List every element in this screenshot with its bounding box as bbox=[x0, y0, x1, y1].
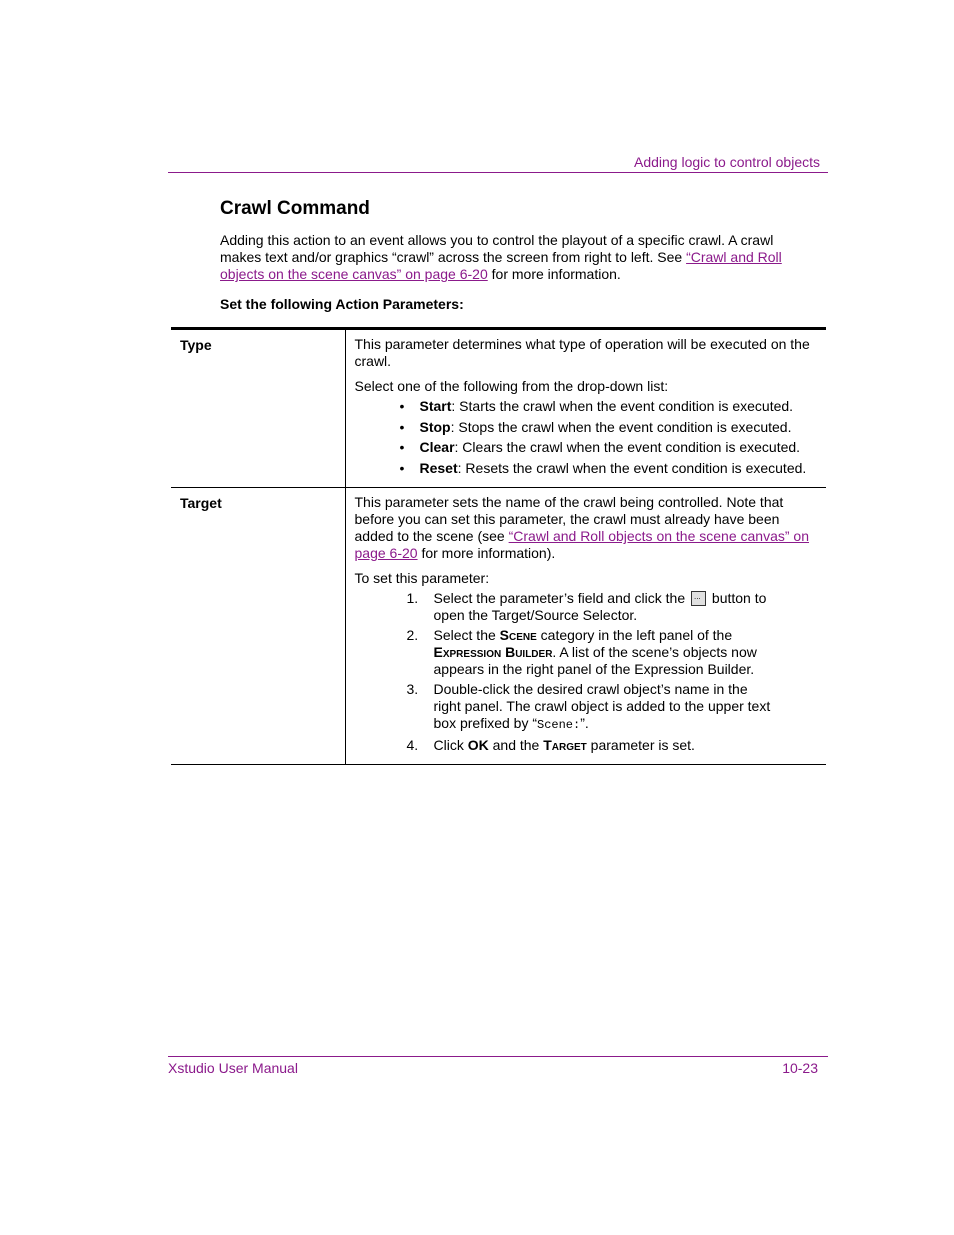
crawl-roll-link-target[interactable]: “Crawl and Roll objects on the scene canvas” on page 6-20 bbox=[354, 528, 809, 561]
type-options-list bbox=[355, 398, 817, 477]
ui-term: Scene bbox=[499, 627, 537, 643]
table-row-type bbox=[171, 329, 826, 488]
step-text: Click bbox=[433, 737, 468, 753]
ui-term: Expression Builder bbox=[433, 644, 553, 660]
ellipsis-button-icon bbox=[691, 591, 706, 606]
type-description: This parameter determines what type of operation will be executed on the crawl. bbox=[354, 336, 810, 369]
step-text: and the bbox=[488, 737, 544, 753]
option-text: : Starts the crawl when the event condition is executed. bbox=[451, 398, 794, 414]
target-steps-list bbox=[355, 590, 817, 754]
intro-paragraph bbox=[220, 232, 790, 283]
step-number: 2. bbox=[406, 627, 419, 643]
option-text: : Resets the crawl when the event condition is executed. bbox=[457, 459, 807, 476]
step-text: button to open the Target/Source Selector. bbox=[433, 590, 767, 623]
target-description bbox=[355, 494, 817, 562]
list-item bbox=[407, 681, 774, 734]
list-item bbox=[407, 590, 774, 624]
step-text: Double-click the desired crawl object’s name in the right panel. The crawl object is added to the upper text box prefixed by “ bbox=[433, 681, 771, 731]
section-title: Crawl Command bbox=[220, 198, 370, 219]
step-number: 1. bbox=[406, 590, 419, 606]
intro-text-after: for more information. bbox=[487, 266, 621, 282]
target-desc-text: This parameter sets the name of the crawl being controlled. Note that before you can set this parameter, the crawl must already have been added to the scene (see bbox=[354, 494, 784, 544]
step-text: Select the bbox=[433, 627, 500, 643]
ui-term: Target bbox=[543, 737, 587, 753]
table-row-target bbox=[171, 488, 826, 765]
step-text: category in the left panel of the bbox=[536, 627, 733, 643]
option-term: Reset bbox=[419, 459, 458, 476]
type-select-text: Select one of the following from the drop-down list: bbox=[354, 378, 669, 394]
ui-term: OK bbox=[467, 737, 489, 753]
param-name-type: Type bbox=[171, 329, 345, 488]
running-header: Adding logic to control objects bbox=[634, 154, 820, 170]
param-name-target: Target bbox=[171, 488, 345, 765]
option-text: : Stops the crawl when the event condition is executed. bbox=[450, 418, 792, 435]
step-text: . A list of the scene’s objects now appears in the right panel of the Expression Builder. bbox=[433, 644, 757, 677]
step-text: Select the parameter’s field and click the bbox=[433, 590, 690, 606]
list-item bbox=[407, 627, 774, 678]
crawl-roll-link[interactable]: “Crawl and Roll objects on the scene canvas” on page 6-20 bbox=[220, 249, 782, 282]
step-number: 4. bbox=[406, 737, 419, 753]
list-item bbox=[400, 439, 817, 456]
param-desc-target bbox=[345, 488, 826, 765]
header-rule bbox=[168, 172, 828, 173]
target-howto: To set this parameter: bbox=[354, 570, 490, 586]
list-item bbox=[400, 398, 817, 415]
footer-manual-title: Xstudio User Manual bbox=[168, 1060, 298, 1076]
param-desc-type bbox=[345, 329, 826, 488]
list-item bbox=[407, 737, 774, 754]
parameter-table bbox=[171, 327, 826, 765]
step-number: 3. bbox=[406, 681, 419, 697]
option-text: : Clears the crawl when the event condition is executed. bbox=[454, 439, 801, 455]
intro-text: Adding this action to an event allows you to control the playout of a specific crawl. A crawl makes text and/or graphics “crawl” across the screen from right to left. See bbox=[220, 232, 774, 265]
params-heading: Set the following Action Parameters: bbox=[220, 296, 464, 312]
option-term: Clear bbox=[419, 439, 455, 455]
footer-page-number: 10-23 bbox=[782, 1060, 818, 1076]
option-term: Stop bbox=[419, 418, 451, 435]
list-item bbox=[400, 460, 817, 477]
code-text: Scene: bbox=[537, 718, 581, 732]
option-term: Start bbox=[419, 398, 452, 414]
step-text: ”. bbox=[580, 715, 589, 731]
target-desc-text-after: for more information). bbox=[417, 545, 556, 561]
footer-rule bbox=[168, 1056, 828, 1057]
list-item bbox=[400, 419, 817, 436]
step-text: parameter is set. bbox=[586, 737, 695, 753]
